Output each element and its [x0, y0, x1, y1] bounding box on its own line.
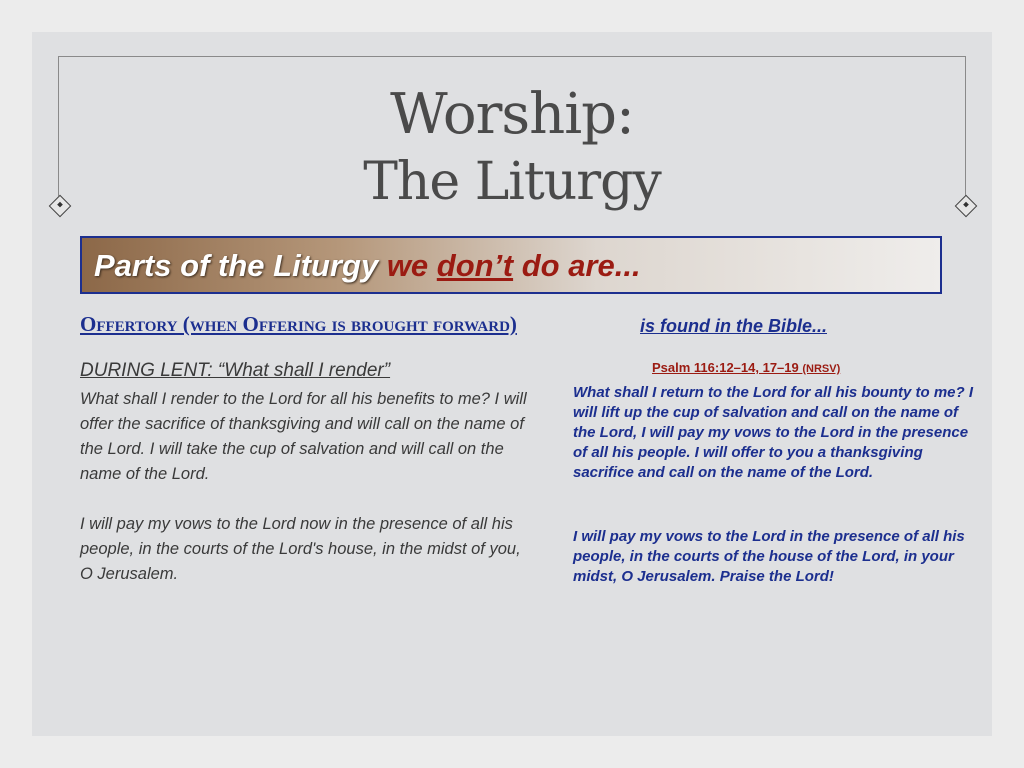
banner-text-part2: we	[386, 248, 437, 283]
title-line-1: Worship:	[390, 82, 634, 147]
title-line-2: The Liturgy	[363, 152, 661, 212]
banner-text-part4: do are...	[513, 248, 641, 283]
psalm-reference-text: Psalm 116:12–14, 17–19	[652, 360, 803, 375]
frame-top-line	[58, 56, 966, 57]
lent-heading: DURING LENT: “What shall I render”	[80, 360, 391, 381]
left-paragraph-2: I will pay my vows to the Lord now in the presence of all his people, in the courts of the Lord's house, in the midst of you, O Jerusalem.	[80, 515, 521, 583]
banner-text-part1: Parts of the Liturgy	[94, 248, 387, 283]
psalm-version: (NRSV)	[802, 363, 841, 375]
right-paragraph-2: I will pay my vows to the Lord in the presence of all his people, in the courts of the house of the Lord, in your midst, O Jerusalem. Praise the Lord!	[573, 528, 965, 585]
psalm-reference	[652, 360, 840, 375]
left-paragraph-1: What shall I render to the Lord for all his benefits to me? I will offer the sacrifice of thanksgiving and will call on the name of the Lord. I will take the cup of salvation and will call on the name of the Lord.	[80, 390, 527, 483]
banner-text-part3: don’t	[436, 248, 514, 283]
found-in-bible-heading: is found in the Bible...	[640, 316, 827, 336]
banner-text	[94, 248, 641, 284]
banner	[80, 236, 942, 294]
offertory-heading: Offertory (when Offering is brought forward)	[80, 312, 517, 336]
right-paragraph-1: What shall I return to the Lord for all his bounty to me? I will lift up the cup of salvation and call on the name of the Lord, I will pay my vows to the Lord in the presence of all his people. I will offer to you a thanksgiving sacrifice and call on the name of the Lord.	[573, 384, 974, 481]
